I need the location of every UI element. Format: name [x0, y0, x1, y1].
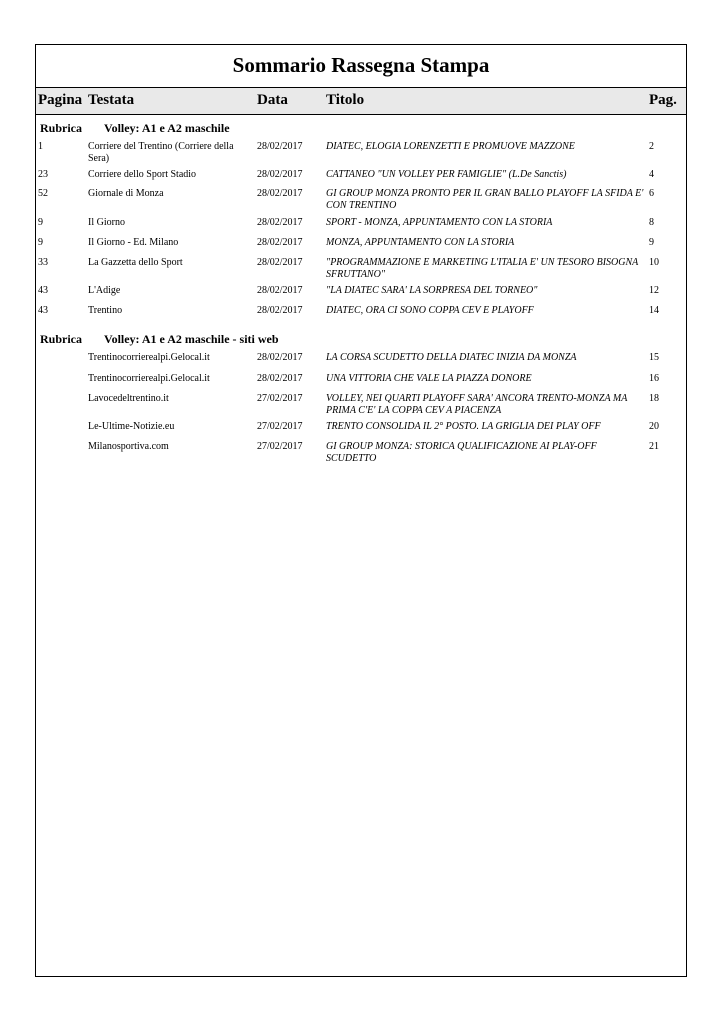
cell-data: 28/02/2017: [257, 285, 303, 296]
cell-titolo: UNA VITTORIA CHE VALE LA PIAZZA DONORE: [326, 373, 532, 384]
cell-pagina: 43: [38, 305, 48, 316]
cell-titolo: SPORT - MONZA, APPUNTAMENTO CON LA STORIA: [326, 217, 553, 228]
cell-testata: Le-Ultime-Notizie.eu: [88, 421, 175, 432]
cell-pagina: 9: [38, 237, 43, 248]
cell-pag: 10: [649, 257, 659, 268]
cell-titolo: GI GROUP MONZA: STORICA QUALIFICAZIONE AI PLAY-OFF SCUDETTO: [326, 441, 597, 464]
cell-pag: 2: [649, 141, 654, 152]
cell-testata: Trentinocorrierealpi.Gelocal.it: [88, 373, 210, 384]
cell-data: 27/02/2017: [257, 393, 303, 404]
cell-data: 27/02/2017: [257, 441, 303, 452]
cell-titolo: TRENTO CONSOLIDA IL 2° POSTO. LA GRIGLIA DEI PLAY OFF: [326, 421, 601, 432]
header-testata: Testata: [88, 92, 135, 108]
cell-testata: Corriere del Trentino (Corriere della Sera): [88, 141, 234, 164]
cell-data: 28/02/2017: [257, 373, 303, 384]
cell-pagina: 1: [38, 141, 43, 152]
cell-pagina: 43: [38, 285, 48, 296]
cell-testata: L'Adige: [88, 285, 121, 296]
cell-testata: Milanosportiva.com: [88, 441, 169, 452]
cell-data: 28/02/2017: [257, 237, 303, 248]
cell-testata: Trentino: [88, 305, 123, 316]
cell-titolo: "PROGRAMMAZIONE E MARKETING L'ITALIA E' UN TESORO BISOGNA SFRUTTANO": [326, 257, 639, 280]
cell-data: 28/02/2017: [257, 188, 303, 199]
cell-pag: 4: [649, 169, 654, 180]
cell-titolo: MONZA, APPUNTAMENTO CON LA STORIA: [326, 237, 515, 248]
cell-data: 28/02/2017: [257, 141, 303, 152]
cell-pag: 12: [649, 285, 659, 296]
cell-pag: 20: [649, 421, 659, 432]
cell-data: 27/02/2017: [257, 421, 303, 432]
cell-data: 28/02/2017: [257, 169, 303, 180]
cell-titolo: CATTANEO "UN VOLLEY PER FAMIGLIE" (L.De Sanctis): [326, 169, 567, 180]
cell-data: 28/02/2017: [257, 305, 303, 316]
cell-titolo: GI GROUP MONZA PRONTO PER IL GRAN BALLO PLAYOFF LA SFIDA E' CON TRENTINO: [326, 188, 644, 211]
cell-testata: Il Giorno: [88, 217, 125, 228]
cell-titolo: DIATEC, ORA CI SONO COPPA CEV E PLAYOFF: [326, 305, 534, 316]
section-name: Volley: A1 e A2 maschile: [104, 121, 230, 135]
cell-pag: 16: [649, 373, 659, 384]
section-rubrica-label: Rubrica: [40, 121, 82, 135]
cell-data: 28/02/2017: [257, 352, 303, 363]
cell-titolo: VOLLEY, NEI QUARTI PLAYOFF SARA' ANCORA TRENTO-MONZA MA PRIMA C'E' LA COPPA CEV A PIACENZA: [326, 393, 628, 416]
cell-pagina: 52: [38, 188, 48, 199]
header-data: Data: [257, 92, 288, 108]
cell-pag: 15: [649, 352, 659, 363]
cell-pag: 6: [649, 188, 654, 199]
page-title: Sommario Rassegna Stampa: [232, 53, 490, 77]
cell-testata: Trentinocorrierealpi.Gelocal.it: [88, 352, 210, 363]
header-titolo: Titolo: [326, 92, 365, 108]
cell-data: 28/02/2017: [257, 257, 303, 268]
cell-data: 28/02/2017: [257, 217, 303, 228]
cell-titolo: DIATEC, ELOGIA LORENZETTI E PROMUOVE MAZZONE: [326, 141, 575, 152]
cell-testata: La Gazzetta dello Sport: [88, 257, 183, 268]
cell-testata: Corriere dello Sport Stadio: [88, 169, 197, 180]
cell-pagina: 23: [38, 169, 48, 180]
cell-pag: 8: [649, 217, 654, 228]
cell-titolo: LA CORSA SCUDETTO DELLA DIATEC INIZIA DA MONZA: [326, 352, 577, 363]
cell-pagina: 9: [38, 217, 43, 228]
cell-pagina: 33: [38, 257, 48, 268]
cell-testata: Il Giorno - Ed. Milano: [88, 237, 179, 248]
cell-testata: Lavocedeltrentino.it: [88, 393, 169, 404]
cell-testata: Giornale di Monza: [88, 188, 164, 199]
section-rubrica-label: Rubrica: [40, 332, 82, 346]
table-header: [36, 87, 686, 115]
cell-pag: 18: [649, 393, 659, 404]
cell-titolo: "LA DIATEC SARA' LA SORPRESA DEL TORNEO": [326, 285, 538, 296]
cell-pag: 14: [649, 305, 659, 316]
cell-pag: 21: [649, 441, 659, 452]
summary-frame: [35, 44, 687, 977]
header-pagina: Pagina: [38, 92, 83, 108]
header-pag: Pag.: [649, 92, 677, 108]
section-name: Volley: A1 e A2 maschile - siti web: [104, 332, 279, 346]
cell-pag: 9: [649, 237, 654, 248]
